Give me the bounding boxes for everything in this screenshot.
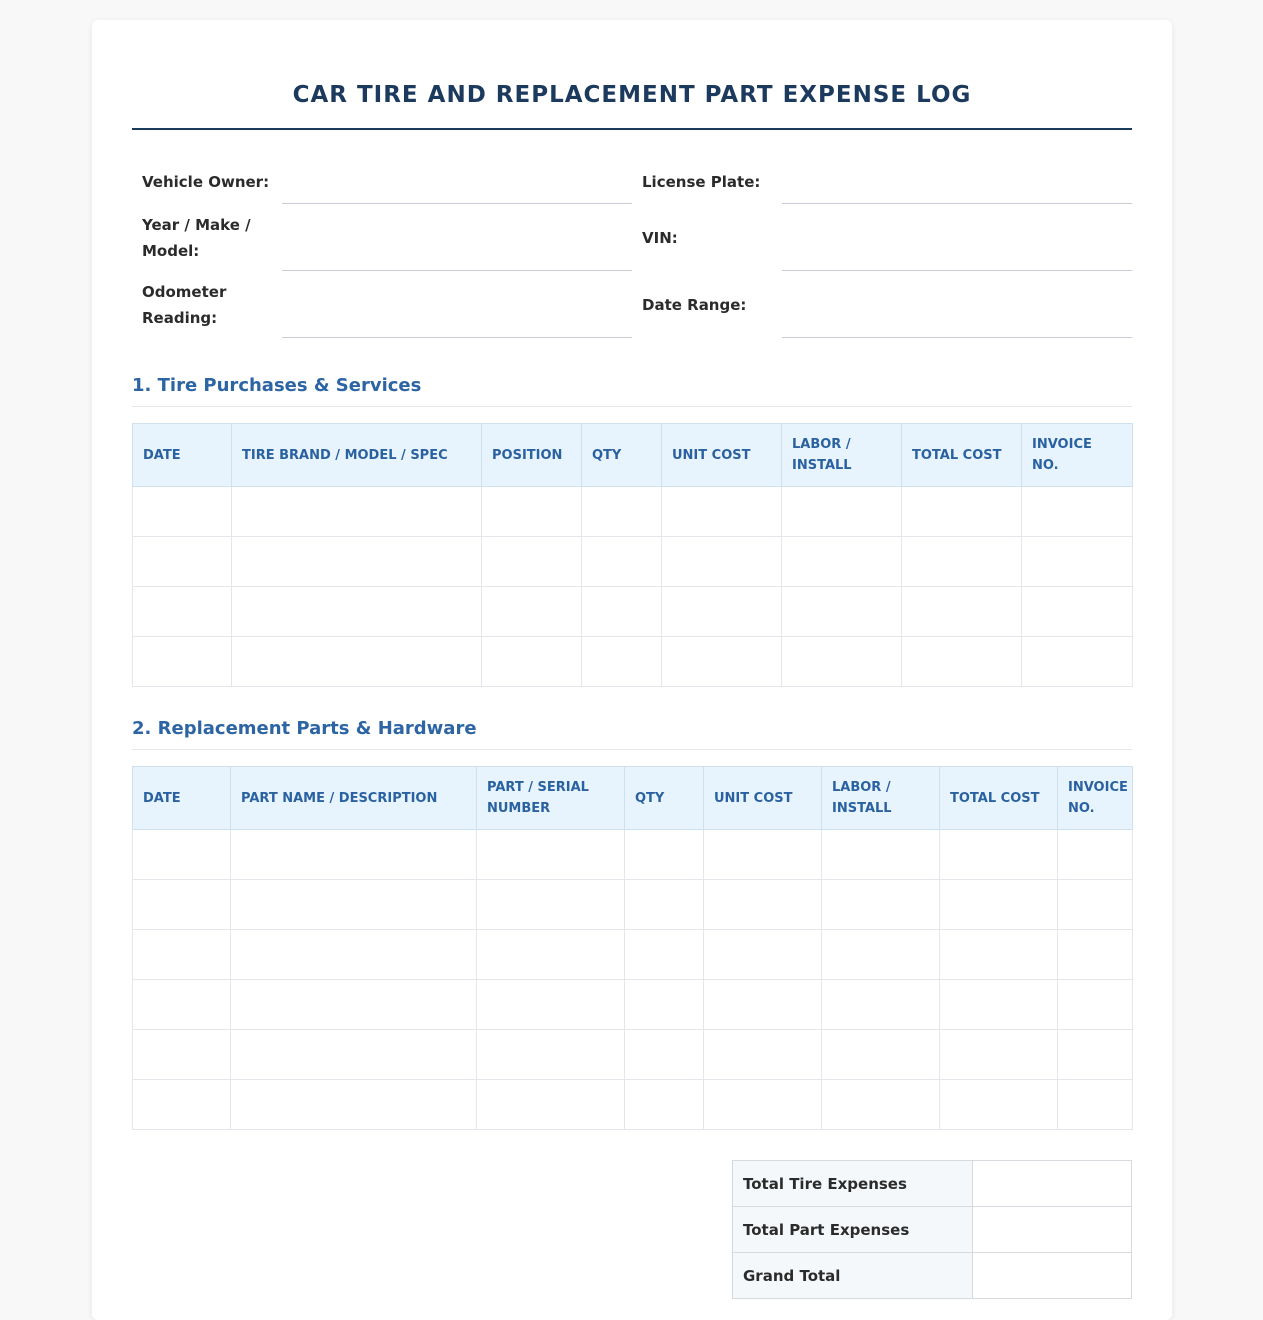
totals-row <box>733 1161 1132 1207</box>
total-tire-expenses-value[interactable] <box>973 1161 1132 1207</box>
parts-section-title: 2. Replacement Parts & Hardware <box>132 718 1132 750</box>
table-cell[interactable] <box>477 1080 625 1130</box>
table-cell[interactable] <box>940 830 1058 880</box>
table-cell[interactable] <box>940 880 1058 930</box>
odometer-reading-label: Odometer Reading: <box>142 282 227 327</box>
table-cell[interactable] <box>902 637 1022 687</box>
table-cell[interactable] <box>662 637 782 687</box>
table-cell[interactable] <box>232 587 482 637</box>
table-cell[interactable] <box>625 830 704 880</box>
table-cell[interactable] <box>625 1080 704 1130</box>
table-cell[interactable] <box>704 1080 822 1130</box>
document-card <box>92 20 1172 1320</box>
table-cell[interactable] <box>902 537 1022 587</box>
license-plate-field[interactable] <box>782 160 1132 204</box>
table-cell[interactable] <box>940 1080 1058 1130</box>
document-title: CAR TIRE AND REPLACEMENT PART EXPENSE LOG <box>292 82 972 108</box>
vin-label: VIN: <box>642 228 678 247</box>
table-cell[interactable] <box>1058 1030 1133 1080</box>
col-date: DATE <box>133 424 232 487</box>
table-cell[interactable] <box>822 830 940 880</box>
col-total-cost: TOTAL COST <box>940 767 1058 830</box>
col-tire-brand: TIRE BRAND / MODEL / SPEC <box>232 424 482 487</box>
table-cell[interactable] <box>940 980 1058 1030</box>
table-cell[interactable] <box>231 1080 477 1130</box>
table-cell[interactable] <box>482 587 582 637</box>
table-cell[interactable] <box>1022 537 1133 587</box>
totals-table <box>732 1160 1132 1299</box>
date-range-label: Date Range: <box>642 295 747 314</box>
info-row <box>132 160 1132 204</box>
table-cell[interactable] <box>782 537 902 587</box>
info-row <box>132 204 1132 271</box>
table-cell[interactable] <box>704 880 822 930</box>
table-cell[interactable] <box>482 487 582 537</box>
table-cell[interactable] <box>133 537 232 587</box>
table-cell[interactable] <box>902 487 1022 537</box>
table-cell[interactable] <box>704 980 822 1030</box>
table-cell[interactable] <box>822 1030 940 1080</box>
table-cell[interactable] <box>822 880 940 930</box>
table-cell[interactable] <box>133 587 232 637</box>
total-tire-expenses-label: Total Tire Expenses <box>733 1161 973 1207</box>
table-cell[interactable] <box>662 587 782 637</box>
table-cell[interactable] <box>582 537 662 587</box>
table-cell[interactable] <box>822 930 940 980</box>
table-cell[interactable] <box>582 487 662 537</box>
table-row <box>133 637 1133 687</box>
table-cell[interactable] <box>477 880 625 930</box>
table-cell[interactable] <box>133 637 232 687</box>
table-cell[interactable] <box>231 980 477 1030</box>
col-date: DATE <box>133 767 231 830</box>
table-cell[interactable] <box>1022 487 1133 537</box>
table-cell[interactable] <box>625 930 704 980</box>
table-cell[interactable] <box>1058 980 1133 1030</box>
date-range-field[interactable] <box>782 271 1132 338</box>
vehicle-owner-label: Vehicle Owner: <box>142 173 270 191</box>
table-cell[interactable] <box>782 587 902 637</box>
tires-table <box>132 423 1133 687</box>
table-row <box>133 1080 1133 1130</box>
table-cell[interactable] <box>133 980 231 1030</box>
table-header-row <box>133 767 1133 830</box>
table-cell[interactable] <box>1058 830 1133 880</box>
table-cell[interactable] <box>662 537 782 587</box>
table-row <box>133 980 1133 1030</box>
vehicle-owner-field[interactable] <box>282 160 632 204</box>
table-cell[interactable] <box>582 637 662 687</box>
table-cell[interactable] <box>133 1080 231 1130</box>
totals-row <box>733 1207 1132 1253</box>
tires-section-title: 1. Tire Purchases & Services <box>132 375 1132 407</box>
table-cell[interactable] <box>940 1030 1058 1080</box>
table-row <box>133 487 1133 537</box>
table-cell[interactable] <box>1022 587 1133 637</box>
col-invoice-no: INVOICE NO. <box>1058 767 1133 830</box>
table-cell[interactable] <box>625 980 704 1030</box>
table-cell[interactable] <box>477 930 625 980</box>
table-cell[interactable] <box>477 1030 625 1080</box>
col-unit-cost: UNIT COST <box>704 767 822 830</box>
table-cell[interactable] <box>1058 880 1133 930</box>
year-make-model-field[interactable] <box>282 204 632 271</box>
odometer-reading-field[interactable] <box>282 271 632 338</box>
parts-table <box>132 766 1133 1130</box>
table-cell[interactable] <box>232 537 482 587</box>
grand-total-value[interactable] <box>973 1253 1132 1299</box>
table-cell[interactable] <box>625 1030 704 1080</box>
table-cell[interactable] <box>482 637 582 687</box>
table-cell[interactable] <box>782 637 902 687</box>
table-cell[interactable] <box>1058 1080 1133 1130</box>
col-qty: QTY <box>625 767 704 830</box>
table-cell[interactable] <box>231 930 477 980</box>
table-cell[interactable] <box>662 487 782 537</box>
year-make-model-label: Year / Make / Model: <box>142 215 251 260</box>
table-cell[interactable] <box>133 830 231 880</box>
total-part-expenses-label: Total Part Expenses <box>733 1207 973 1253</box>
col-labor-install: LABOR / INSTALL <box>782 424 902 487</box>
table-row <box>133 587 1133 637</box>
license-plate-label: License Plate: <box>642 173 761 191</box>
col-position: POSITION <box>482 424 582 487</box>
table-row <box>133 537 1133 587</box>
table-cell[interactable] <box>133 930 231 980</box>
table-cell[interactable] <box>1022 637 1133 687</box>
table-cell[interactable] <box>477 980 625 1030</box>
col-total-cost: TOTAL COST <box>902 424 1022 487</box>
table-cell[interactable] <box>902 587 1022 637</box>
table-cell[interactable] <box>133 1030 231 1080</box>
table-cell[interactable] <box>704 930 822 980</box>
info-row <box>132 271 1132 338</box>
table-cell[interactable] <box>704 1030 822 1080</box>
table-row <box>133 880 1133 930</box>
table-cell[interactable] <box>477 830 625 880</box>
col-invoice-no: INVOICE NO. <box>1022 424 1133 487</box>
col-qty: QTY <box>582 424 662 487</box>
table-cell[interactable] <box>133 880 231 930</box>
grand-total-label: Grand Total <box>733 1253 973 1299</box>
table-cell[interactable] <box>232 487 482 537</box>
vin-field[interactable] <box>782 204 1132 271</box>
table-cell[interactable] <box>1058 930 1133 980</box>
table-cell[interactable] <box>625 880 704 930</box>
table-row <box>133 1030 1133 1080</box>
table-row <box>133 830 1133 880</box>
col-unit-cost: UNIT COST <box>662 424 782 487</box>
table-cell[interactable] <box>133 487 232 537</box>
table-cell[interactable] <box>822 1080 940 1130</box>
table-cell[interactable] <box>482 537 582 587</box>
table-cell[interactable] <box>940 930 1058 980</box>
total-part-expenses-value[interactable] <box>973 1207 1132 1253</box>
totals-row <box>733 1253 1132 1299</box>
table-cell[interactable] <box>582 587 662 637</box>
vehicle-info <box>132 160 1132 338</box>
table-cell[interactable] <box>231 1030 477 1080</box>
table-cell[interactable] <box>231 830 477 880</box>
table-header-row <box>133 424 1133 487</box>
table-cell[interactable] <box>232 637 482 687</box>
table-cell[interactable] <box>231 880 477 930</box>
table-cell[interactable] <box>782 487 902 537</box>
title-divider <box>132 128 1132 130</box>
table-cell[interactable] <box>704 830 822 880</box>
table-cell[interactable] <box>822 980 940 1030</box>
col-part-name: PART NAME / DESCRIPTION <box>231 767 477 830</box>
table-row <box>133 930 1133 980</box>
col-serial-number: PART / SERIAL NUMBER <box>477 767 625 830</box>
col-labor-install: LABOR / INSTALL <box>822 767 940 830</box>
